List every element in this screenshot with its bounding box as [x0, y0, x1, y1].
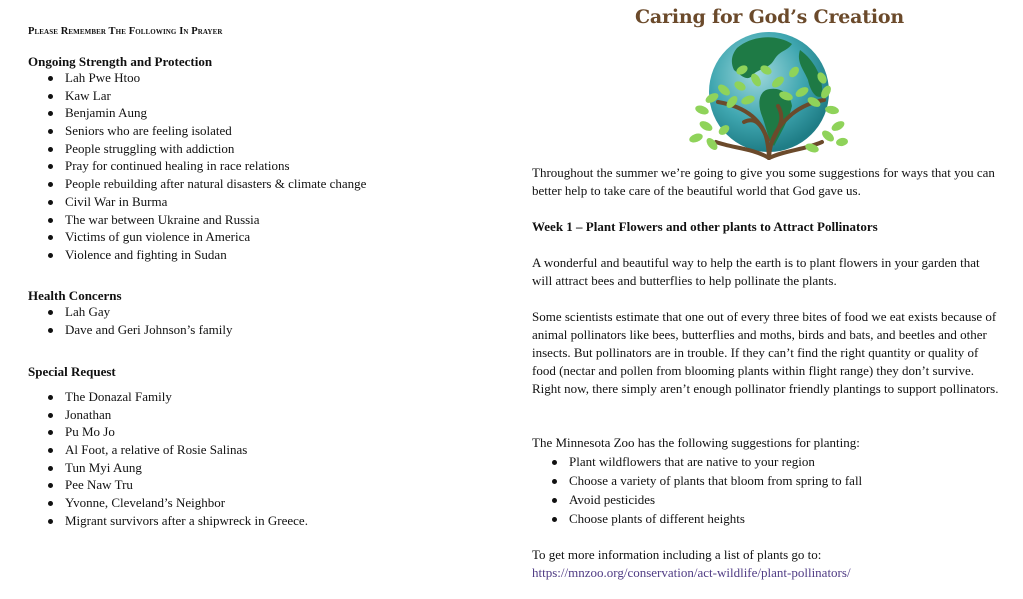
suggestions-list: [532, 452, 862, 528]
list-item: Pray for continued healing in race relations: [28, 157, 366, 175]
list-item: Jonathan: [28, 406, 308, 424]
list-item: Lah Gay: [28, 303, 233, 321]
list-item: Migrant survivors after a shipwreck in Greece.: [28, 512, 308, 530]
list-item: Yvonne, Cleveland’s Neighbor: [28, 494, 308, 512]
list-item: Plant wildflowers that are native to your region: [532, 452, 862, 471]
globe-tree-icon: [682, 30, 857, 160]
list-item: Benjamin Aung: [28, 104, 366, 122]
list-item: Tun Myi Aung: [28, 459, 308, 477]
week-heading: Week 1 – Plant Flowers and other plants to Attract Pollinators: [532, 219, 878, 234]
list-item: The war between Ukraine and Russia: [28, 211, 366, 229]
more-info-text: To get more information including a list of plants go to:: [532, 547, 822, 562]
list-item: Pu Mo Jo: [28, 423, 308, 441]
creation-title: Caring for God’s Creation: [635, 6, 904, 28]
list-item: Dave and Geri Johnson’s family: [28, 321, 233, 339]
list-item: Choose a variety of plants that bloom from spring to fall: [532, 471, 862, 490]
list-item: People rebuilding after natural disasters & climate change: [28, 175, 366, 193]
list-item: Lah Pwe Htoo: [28, 69, 366, 87]
pollinators-link[interactable]: https://mnzoo.org/conservation/act-wildlife/plant-pollinators/: [532, 565, 851, 580]
list-item: Victims of gun violence in America: [28, 228, 366, 246]
section-title-health: Health Concerns: [28, 288, 122, 303]
health-list: [28, 303, 233, 338]
special-list: [28, 388, 308, 530]
section-title-special: Special Request: [28, 364, 116, 379]
paragraph-1: A wonderful and beautiful way to help the earth is to plant flowers in your garden that will attract bees and butterflies to help pollinate the plants.: [532, 255, 980, 288]
list-item: Seniors who are feeling isolated: [28, 122, 366, 140]
list-item: Kaw Lar: [28, 87, 366, 105]
zoo-intro: The Minnesota Zoo has the following suggestions for planting:: [532, 435, 860, 450]
list-item: Violence and fighting in Sudan: [28, 246, 366, 264]
list-item: The Donazal Family: [28, 388, 308, 406]
ongoing-list: [28, 69, 366, 264]
list-item: Choose plants of different heights: [532, 509, 862, 528]
prayer-heading: Please Remember The Following In Prayer: [28, 26, 223, 37]
paragraph-2: Some scientists estimate that one out of every three bites of food we eat exists because of animal pollinators like bees, butterflies and moths, birds and bats, and beetles and other insects. But pollinators are in trouble. If they can’t find the right quantity or quality of food (nectar and pollen from blooming plants within flight range) they don’t survive. Right now, there simply aren’t enough pollinator friendly plantings to support pollinators.: [532, 309, 999, 396]
list-item: Al Foot, a relative of Rosie Salinas: [28, 441, 308, 459]
intro-paragraph: Throughout the summer we’re going to give you some suggestions for ways that you can better help to take care of the beautiful world that God gave us.: [532, 165, 995, 198]
list-item: Pee Naw Tru: [28, 476, 308, 494]
list-item: Avoid pesticides: [532, 490, 862, 509]
list-item: People struggling with addiction: [28, 140, 366, 158]
list-item: Civil War in Burma: [28, 193, 366, 211]
section-title-ongoing: Ongoing Strength and Protection: [28, 54, 213, 69]
